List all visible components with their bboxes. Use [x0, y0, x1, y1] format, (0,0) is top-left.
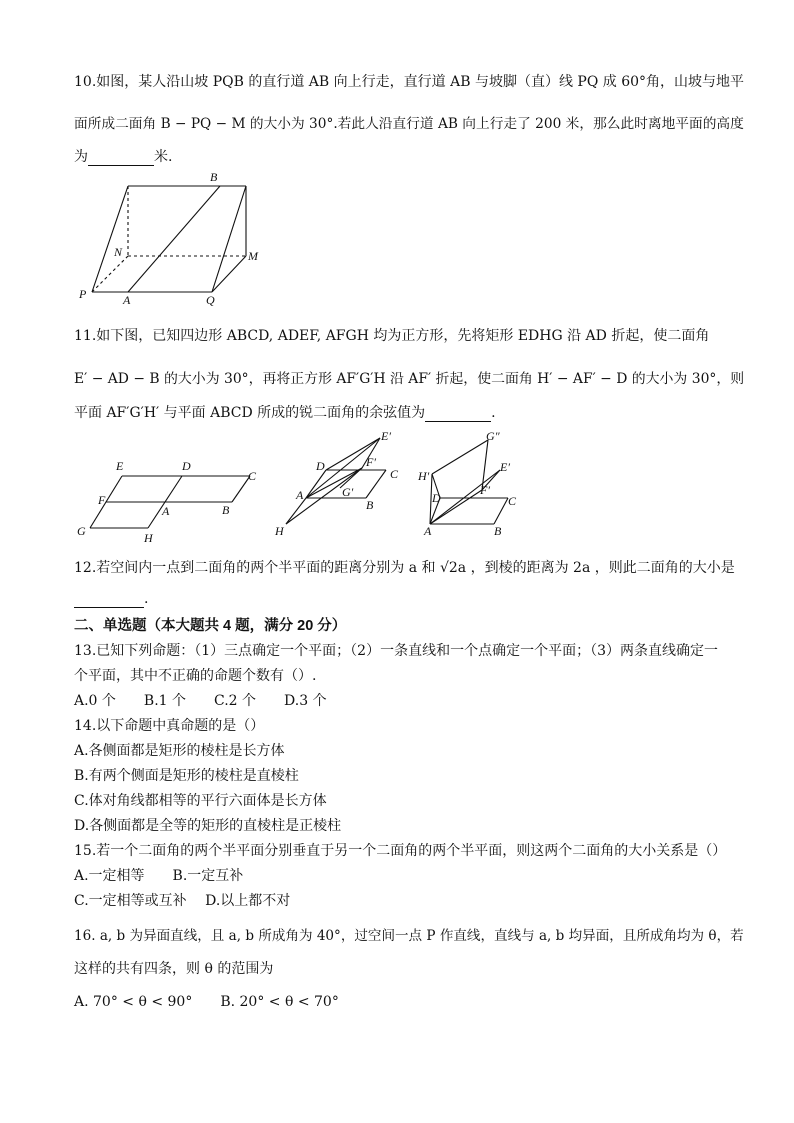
- label-c: C: [508, 494, 517, 508]
- line-af: [306, 468, 362, 498]
- label-b: B: [210, 170, 218, 184]
- q10-line-3: [74, 148, 172, 166]
- q15-options-cd: C.一定相等或互补 D.以上都不对: [74, 893, 291, 909]
- line-cb: [494, 498, 508, 524]
- label-d: D: [182, 459, 191, 473]
- line-cb: [366, 470, 386, 498]
- q10-line-2: 面所成二面角 B − PQ − M 的大小为 30°.若此人沿直行道 AB 向上行走了 200 米，那么此时离地平面的高度: [74, 116, 744, 132]
- label-f: F: [98, 493, 106, 507]
- q10-line-1: 10.如图，某人沿山坡 PQB 的直行道 AB 向上行走，直行道 AB 与坡脚（直）线 PQ 成 60°角，山坡与地平: [74, 74, 745, 90]
- q10-suffix: 米.: [154, 149, 173, 165]
- q14-option-b: B.有两个侧面是矩形的棱柱是直棱柱: [74, 768, 299, 784]
- label-d: D: [432, 491, 441, 505]
- label-c: C: [248, 469, 257, 483]
- q10-prefix: 为: [74, 149, 88, 165]
- q12-suffix: .: [144, 591, 149, 607]
- label-p: P: [79, 287, 87, 301]
- figure-q11-fold-1: [270, 428, 410, 543]
- label-f: F′: [480, 483, 490, 497]
- label-a: A: [123, 293, 131, 307]
- label-a: A: [162, 504, 170, 518]
- q13-line-2: 个平面，其中不正确的命题个数有（）.: [74, 668, 317, 684]
- label-b: B: [222, 503, 230, 517]
- q11-line-2: E′ − AD − B 的大小为 30°，再将正方形 AF′G′H 沿 AF′ 折起，使二面角 H′ − AF′ − D 的大小为 30°，则: [74, 371, 745, 387]
- q13-options: A.0 个 B.1 个 C.2 个 D.3 个: [74, 693, 327, 709]
- label-m: M: [248, 249, 258, 263]
- label-h: H: [144, 531, 153, 545]
- label-g: G: [77, 524, 86, 538]
- label-a: A: [296, 488, 304, 502]
- q11-line-3: [74, 404, 496, 422]
- q14-option-d: D.各侧面都是全等的矩形的直棱柱是正棱柱: [74, 818, 342, 834]
- q11-suffix: .: [491, 405, 496, 421]
- label-g: G′: [342, 485, 354, 499]
- label-e: E: [116, 459, 124, 473]
- q14-option-a: A.各侧面都是矩形的棱柱是长方体: [74, 743, 285, 759]
- edge-mq: [212, 256, 246, 292]
- q16-line-1: 16. a, b 为异面直线，且 a, b 所成角为 40°，过空间一点 P 作直线，直线与 a, b 均异面，且所成角均为 θ，若: [74, 928, 744, 944]
- answer-blank: [88, 151, 154, 166]
- segment-ab: [128, 186, 220, 292]
- q11-prefix: 平面 AF′G′H′ 与平面 ABCD 所成的锐二面角的余弦值为: [74, 405, 426, 421]
- section-heading: 二、单选题（本大题共 4 题，满分 20 分）: [74, 618, 347, 634]
- label-d: D: [316, 459, 325, 473]
- label-e: E′: [500, 460, 510, 474]
- label-q: Q: [206, 293, 215, 307]
- q15-options-ab: A.一定相等 B.一定互补: [74, 868, 244, 884]
- label-c: C: [390, 467, 399, 481]
- label-f: F′: [366, 455, 376, 469]
- edge-left-back: [92, 186, 128, 292]
- q12-line-1: 12.若空间内一点到二面角的两个半平面的距离分别为 a 和 √2a ，到棱的距离为 2a ，则此二面角的大小是: [74, 560, 735, 576]
- q15-stem: 15.若一个二面角的两个半平面分别垂直于另一个二面角的两个半平面，则这两个二面角的大小关系是（）: [74, 843, 727, 859]
- label-b: B: [366, 498, 374, 512]
- label-n: N: [114, 245, 123, 259]
- figure-q10: [70, 168, 270, 308]
- q12-line-2: [74, 590, 148, 608]
- q13-line-1: 13.已知下列命题：（1）三点确定一个平面；（2）一条直线和一个点确定一个平面；（3）两条直线确定一: [74, 643, 718, 659]
- q16-line-2: 这样的共有四条，则 θ 的范围为: [74, 961, 274, 977]
- hidden-pn: [92, 256, 128, 292]
- q14-stem: 14.以下命题中真命题的是（）: [74, 718, 265, 734]
- answer-blank: [425, 407, 491, 422]
- q16-options: A. 70° < θ < 90° B. 20° < θ < 70°: [74, 994, 339, 1010]
- label-b: B: [494, 524, 502, 538]
- label-h: H′: [418, 469, 430, 483]
- edge-right: [212, 186, 246, 292]
- line-hg: [432, 440, 488, 474]
- figure-q11-flat: [70, 458, 270, 548]
- q11-line-1: 11.如下图，已知四边形 ABCD, ADEF, AFGH 均为正方形，先将矩形 EDHG 沿 AD 折起，使二面角: [74, 328, 710, 344]
- label-h: H: [275, 524, 284, 538]
- label-e: E′: [381, 429, 391, 443]
- label-g: G″: [486, 429, 500, 443]
- q14-option-c: C.体对角线都相等的平行六面体是长方体: [74, 793, 327, 809]
- label-a: A: [424, 524, 432, 538]
- figure-q11-fold-2: [410, 428, 540, 543]
- answer-blank: [74, 593, 144, 608]
